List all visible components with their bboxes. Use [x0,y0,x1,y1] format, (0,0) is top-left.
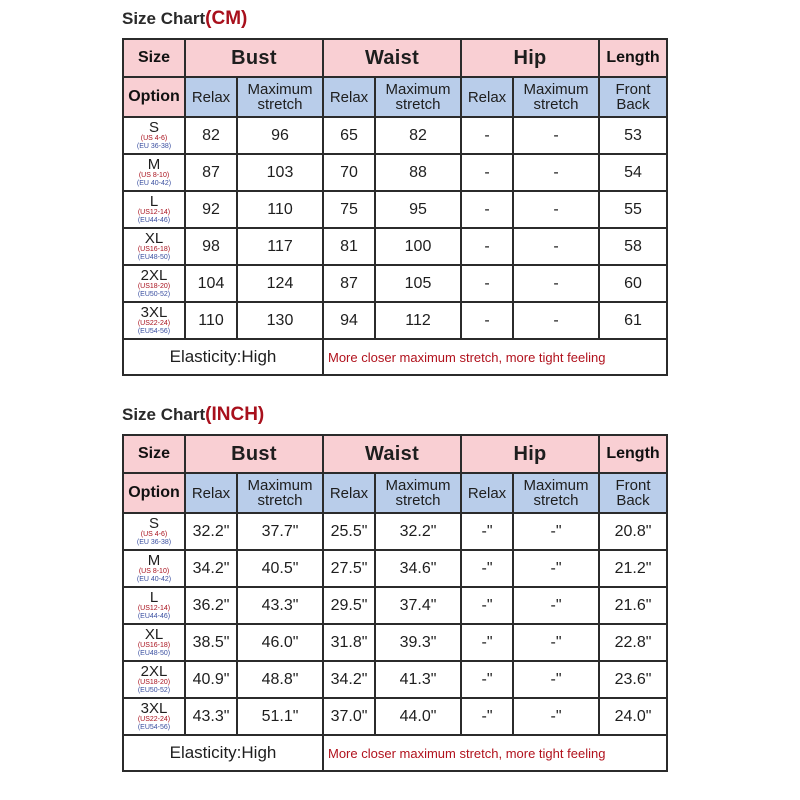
hip-max-value: -" [513,624,599,661]
stretch-note: More closer maximum stretch, more tight feeling [323,735,667,771]
header-hip-relax: Relax [461,473,513,513]
header-hip: Hip [461,39,599,77]
hip-relax-value: - [461,191,513,228]
waist-relax-value: 34.2" [323,661,375,698]
waist-max-value: 44.0" [375,698,461,735]
header-hip-relax: Relax [461,77,513,117]
hip-relax-value: - [461,154,513,191]
waist-max-value: 100 [375,228,461,265]
table-row [123,661,667,698]
bust-max-value: 130 [237,302,323,339]
title-prefix: Size Chart [122,9,206,28]
table-row [123,513,667,550]
hip-max-value: -" [513,587,599,624]
header-waist: Waist [323,39,461,77]
hip-max-value: -" [513,698,599,735]
bust-max-value: 51.1" [237,698,323,735]
waist-relax-value: 70 [323,154,375,191]
table-row [123,624,667,661]
hip-max-value: - [513,228,599,265]
header-waist-relax: Relax [323,473,375,513]
bust-relax-value: 92 [185,191,237,228]
size-label: XL (US16-18) (EU48-50) [123,624,185,661]
waist-max-value: 112 [375,302,461,339]
length-value: 22.8" [599,624,667,661]
waist-max-value: 41.3" [375,661,461,698]
bust-relax-value: 34.2" [185,550,237,587]
hip-max-value: - [513,154,599,191]
table-row [123,228,667,265]
length-value: 24.0" [599,698,667,735]
header-length: Length [599,39,667,77]
waist-relax-value: 81 [323,228,375,265]
hip-max-value: -" [513,513,599,550]
hip-max-value: - [513,117,599,154]
table-row [123,550,667,587]
waist-max-value: 34.6" [375,550,461,587]
hip-relax-value: - [461,117,513,154]
size-label: L (US12-14) (EU44-46) [123,587,185,624]
hip-relax-value: -" [461,624,513,661]
header-option: Option [123,77,185,117]
length-value: 21.6" [599,587,667,624]
size-label: XL (US16-18) (EU48-50) [123,228,185,265]
hip-max-value: -" [513,661,599,698]
table-row [123,191,667,228]
table-row [123,698,667,735]
bust-relax-value: 32.2" [185,513,237,550]
bust-relax-value: 82 [185,117,237,154]
title-prefix: Size Chart [122,405,206,424]
bust-relax-value: 40.9" [185,661,237,698]
length-value: 53 [599,117,667,154]
waist-relax-value: 37.0" [323,698,375,735]
size-label: 3XL (US22-24) (EU54-56) [123,302,185,339]
length-value: 20.8" [599,513,667,550]
waist-relax-value: 27.5" [323,550,375,587]
waist-max-value: 105 [375,265,461,302]
elasticity-label: Elasticity:High [123,735,323,771]
hip-relax-value: - [461,265,513,302]
table-row [123,587,667,624]
bust-relax-value: 110 [185,302,237,339]
size-label: M (US 8-10) (EU 40-42) [123,550,185,587]
header-option: Option [123,473,185,513]
waist-max-value: 82 [375,117,461,154]
header-length: Length [599,435,667,473]
bust-max-value: 96 [237,117,323,154]
header-hip: Hip [461,435,599,473]
header-bust-max: Maximum stretch [237,473,323,513]
header-bust-max: Maximum stretch [237,77,323,117]
size-label: M (US 8-10) (EU 40-42) [123,154,185,191]
hip-max-value: - [513,265,599,302]
table-row [123,117,667,154]
hip-max-value: - [513,191,599,228]
title-unit: (CM) [205,8,248,29]
title-unit: (INCH) [205,404,265,425]
length-value: 55 [599,191,667,228]
waist-max-value: 37.4" [375,587,461,624]
size-label: 2XL (US18-20) (EU50-52) [123,661,185,698]
waist-relax-value: 65 [323,117,375,154]
waist-max-value: 39.3" [375,624,461,661]
bust-max-value: 43.3" [237,587,323,624]
size-label: 2XL (US18-20) (EU50-52) [123,265,185,302]
waist-relax-value: 29.5" [323,587,375,624]
header-waist: Waist [323,435,461,473]
bust-relax-value: 43.3" [185,698,237,735]
bust-relax-value: 98 [185,228,237,265]
header-waist-max: Maximum stretch [375,77,461,117]
bust-relax-value: 38.5" [185,624,237,661]
length-value: 23.6" [599,661,667,698]
waist-max-value: 32.2" [375,513,461,550]
bust-max-value: 117 [237,228,323,265]
waist-max-value: 88 [375,154,461,191]
size-label: S (US 4-6) (EU 36-38) [123,117,185,154]
stretch-note: More closer maximum stretch, more tight feeling [323,339,667,375]
header-hip-max: Maximum stretch [513,473,599,513]
table-row [123,265,667,302]
waist-relax-value: 87 [323,265,375,302]
header-waist-relax: Relax [323,77,375,117]
waist-max-value: 95 [375,191,461,228]
bust-relax-value: 104 [185,265,237,302]
waist-relax-value: 25.5" [323,513,375,550]
header-bust: Bust [185,435,323,473]
size-chart-cm-title [122,8,247,30]
header-bust: Bust [185,39,323,77]
length-value: 61 [599,302,667,339]
elasticity-label: Elasticity:High [123,339,323,375]
header-bust-relax: Relax [185,473,237,513]
bust-max-value: 48.8" [237,661,323,698]
size-chart-cm-table [122,38,668,376]
bust-max-value: 110 [237,191,323,228]
header-front-back: Front Back [599,77,667,117]
header-size: Size [123,435,185,473]
size-chart-inch-title [122,404,264,426]
size-chart-inch-table [122,434,668,772]
hip-relax-value: - [461,228,513,265]
header-front-back: Front Back [599,473,667,513]
bust-max-value: 103 [237,154,323,191]
bust-relax-value: 36.2" [185,587,237,624]
hip-relax-value: -" [461,587,513,624]
bust-relax-value: 87 [185,154,237,191]
length-value: 54 [599,154,667,191]
waist-relax-value: 75 [323,191,375,228]
waist-relax-value: 31.8" [323,624,375,661]
size-label: S (US 4-6) (EU 36-38) [123,513,185,550]
table-row [123,302,667,339]
size-label: L (US12-14) (EU44-46) [123,191,185,228]
header-hip-max: Maximum stretch [513,77,599,117]
hip-max-value: -" [513,550,599,587]
waist-relax-value: 94 [323,302,375,339]
header-bust-relax: Relax [185,77,237,117]
size-label: 3XL (US22-24) (EU54-56) [123,698,185,735]
length-value: 60 [599,265,667,302]
table-row [123,154,667,191]
header-waist-max: Maximum stretch [375,473,461,513]
hip-max-value: - [513,302,599,339]
bust-max-value: 37.7" [237,513,323,550]
hip-relax-value: -" [461,550,513,587]
bust-max-value: 46.0" [237,624,323,661]
header-size: Size [123,39,185,77]
hip-relax-value: -" [461,698,513,735]
hip-relax-value: -" [461,513,513,550]
hip-relax-value: -" [461,661,513,698]
hip-relax-value: - [461,302,513,339]
bust-max-value: 124 [237,265,323,302]
length-value: 21.2" [599,550,667,587]
length-value: 58 [599,228,667,265]
bust-max-value: 40.5" [237,550,323,587]
